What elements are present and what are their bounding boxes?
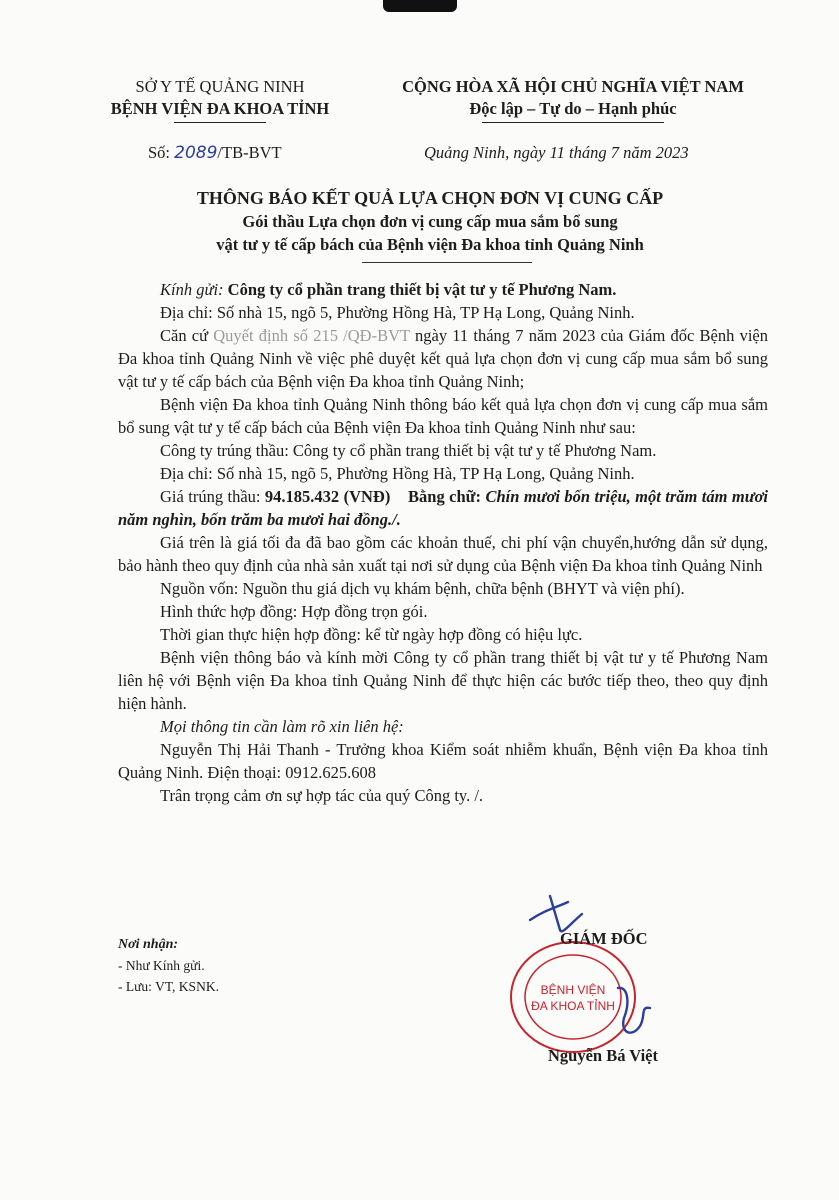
- title-underline: [362, 262, 532, 263]
- signature-handwriting: [610, 978, 660, 1048]
- recipient-item: - Như Kính gửi.: [118, 958, 205, 973]
- motto-underline: [482, 122, 664, 123]
- recipients-label: Nơi nhận:: [118, 937, 179, 952]
- price-words: Chín mươi bốn triệu, một trăm tám mươi năm nghìn, bốn trăm ba mươi hai đồng./.: [118, 487, 769, 529]
- document-title: THÔNG BÁO KẾT QUẢ LỰA CHỌN ĐƠN VỊ CUNG CẤP: [196, 188, 664, 208]
- contract-time: Thời gian thực hiện hợp đồng: kể từ ngày hợp đồng có hiệu lực.: [160, 625, 583, 644]
- winning-company: Công ty trúng thầu: Công ty cổ phần trang thiết bị vật tư y tế Phương Nam.: [160, 441, 657, 460]
- legal-basis: [118, 324, 768, 393]
- price-note: Giá trên là giá tối đa đã bao gồm các khoản thuế, chi phí vận chuyển,hướng dẫn sử dụng, bảo hành theo quy định của nhà sản xuất tại nơi sử dụng của Bệnh viện Đa khoa tỉnh Quảng Ninh: [118, 533, 768, 575]
- contract-type: Hình thức hợp đồng: Hợp đồng trọn gói.: [160, 602, 428, 621]
- addressee-value: Công ty cổ phần trang thiết bị vật tư y tế Phương Nam.: [227, 280, 617, 299]
- winning-company-address: Địa chỉ: Số nhà 15, ngõ 5, Phường Hồng Hà, TP Hạ Long, Quảng Ninh.: [160, 464, 635, 483]
- issuer-block: [90, 76, 350, 123]
- addressee: [118, 278, 768, 301]
- nation-title: CỘNG HÒA XÃ HỘI CHỦ NGHĨA VIỆT NAM: [402, 77, 744, 96]
- winning-price: [118, 485, 768, 531]
- motto: Độc lập – Tự do – Hạnh phúc: [469, 99, 677, 118]
- stamp-text-line-2: ĐA KHOA TỈNH: [531, 999, 615, 1013]
- signer-title: GIÁM ĐỐC: [560, 929, 648, 948]
- basis-text-2: ngày 11 tháng 7 năm 2023 của Giám đốc Bệnh viện Đa khoa tỉnh Quảng Ninh về việc phê duyệt kết quả lựa chọn đơn vị cung cấp mua sắm bổ sung vật tư y tế cấp bách của Bệnh viện Đa khoa tỉnh Quảng Ninh;: [118, 326, 768, 391]
- invitation: Bệnh viện thông báo và kính mời Công ty cổ phần trang thiết bị vật tư y tế Phương Nam liên hệ với Bệnh viện Đa khoa tỉnh Quảng Ninh để thực hiện các bước tiếp theo, theo quy định hiện hành.: [118, 648, 768, 713]
- price-words-label: Bằng chữ:: [408, 487, 486, 506]
- addressee-label: Kính gửi:: [160, 280, 228, 299]
- stamp-text-line-1: BỆNH VIỆN: [540, 983, 606, 997]
- doc-no-suffix: /TB-BVT: [217, 143, 282, 162]
- signer-name: Nguyễn Bá Việt: [548, 1046, 659, 1065]
- document-body: [118, 278, 768, 807]
- national-header: [378, 76, 768, 123]
- price-value: 94.185.432 (VNĐ): [264, 487, 391, 506]
- document-number: [148, 143, 282, 163]
- doc-no-prefix: Số:: [148, 143, 175, 162]
- issuer-underline: [174, 122, 266, 123]
- date-line: Quảng Ninh, ngày 11 tháng 7 năm 2023: [424, 143, 689, 162]
- addressee-address: Địa chỉ: Số nhà 15, ngõ 5, Phường Hồng Hà, TP Hạ Long, Quảng Ninh.: [160, 303, 635, 322]
- issuer-name: BỆNH VIỆN ĐA KHOA TỈNH: [110, 99, 330, 118]
- basis-text-1: Căn cứ: [160, 326, 214, 345]
- scan-mark: [383, 0, 457, 12]
- issuer-parent: SỞ Y TẾ QUẢNG NINH: [135, 77, 305, 96]
- price-label: Giá trúng thầu:: [160, 487, 265, 506]
- recipient-item: - Lưu: VT, KSNK.: [118, 979, 219, 994]
- document-subtitle-2: vật tư y tế cấp bách của Bệnh viện Đa khoa tỉnh Quảng Ninh: [216, 235, 644, 254]
- thanks-line: Trân trọng cảm ơn sự hợp tác của quý Công ty. /.: [160, 786, 484, 805]
- contact-label: Mọi thông tin cần làm rõ xin liên hệ:: [160, 717, 404, 736]
- funding-source: Nguồn vốn: Nguồn thu giá dịch vụ khám bệnh, chữa bệnh (BHYT và viện phí).: [160, 579, 685, 598]
- document-subtitle-1: Gói thầu Lựa chọn đơn vị cung cấp mua sắm bổ sung: [242, 212, 618, 231]
- announcement: Bệnh viện Đa khoa tỉnh Quảng Ninh thông báo kết quả lựa chọn đơn vị cung cấp mua sắm bổ sung vật tư y tế cấp bách của Bệnh viện Đa khoa tỉnh Quảng Ninh như sau:: [118, 395, 768, 437]
- basis-decision-ref: Quyết định số 215 /QĐ-BVT: [213, 326, 410, 345]
- doc-no-handwritten: 2089: [174, 143, 218, 163]
- recipients-block: [118, 934, 219, 997]
- contact-info: Nguyễn Thị Hải Thanh - Trưởng khoa Kiểm soát nhiễm khuẩn, Bệnh viện Đa khoa tỉnh Quảng Ninh. Điện thoại: 0912.625.608: [118, 740, 768, 782]
